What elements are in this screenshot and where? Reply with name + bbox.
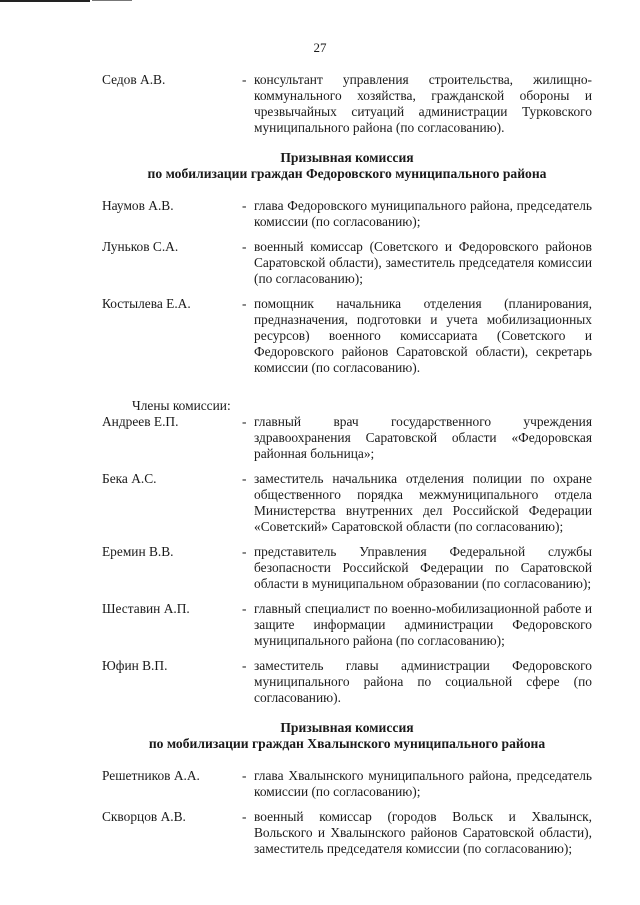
person-role: глава Хвалынского муниципального района, председатель комиссии (по согласованию);: [254, 768, 592, 799]
person-role: военный комиссар (городов Вольск и Хвалынск, Вольского и Хвалынского районов Саратовской области), заместитель председателя комиссии (по согласованию);: [254, 809, 592, 856]
scan-line: [92, 0, 132, 1]
person-role: консультант управления строительства, жилищно-коммунального хозяйства, гражданской обороны и чрезвычайных ситуаций администрации Турковского муниципального района (по согласованию).: [254, 72, 592, 135]
person-name: Наумов А.В.: [102, 198, 174, 213]
list-item: [102, 809, 592, 857]
dash: -: [242, 72, 247, 87]
dash: -: [242, 658, 247, 673]
section-heading-fedorovsky: [102, 150, 592, 182]
person-name: Андреев Е.П.: [102, 414, 179, 429]
list-item: [102, 239, 592, 287]
heading-line: по мобилизации граждан Хвалынского муниципального района: [148, 736, 546, 751]
dash: -: [242, 601, 247, 616]
heading-line: по мобилизации граждан Федоровского муниципального района: [147, 166, 547, 181]
list-item: [102, 601, 592, 649]
dash: -: [242, 296, 247, 311]
dash: -: [242, 239, 247, 254]
person-name: Седов А.В.: [102, 72, 166, 87]
person-role: заместитель начальника отделения полиции по охране общественного порядка межмуниципального отдела Министерства внутренних дел Российской Федерации «Советский» Саратовской области (по согласованию);: [254, 471, 592, 534]
scan-edge-mark: [0, 0, 140, 3]
person-name: Шеставин А.П.: [102, 601, 190, 616]
person-name: Еремин В.В.: [102, 544, 174, 559]
person-name: Костылева Е.А.: [102, 296, 191, 311]
scan-line: [0, 0, 90, 2]
person-role: главный специалист по военно-мобилизационной работе и защите информации администрации Федоровского муниципального района (по согласованию);: [254, 601, 592, 648]
person-name: Бека А.С.: [102, 471, 157, 486]
list-item: [102, 414, 592, 462]
person-name: Скворцов А.В.: [102, 809, 186, 824]
heading-line: Призывная комиссия: [280, 720, 414, 735]
document-body: [102, 72, 592, 866]
person-role: заместитель главы администрации Федоровского муниципального района по социальной сфере (по согласованию).: [254, 658, 592, 705]
person-name: Юфин В.П.: [102, 658, 168, 673]
dash: -: [242, 471, 247, 486]
dash: -: [242, 809, 247, 824]
person-role: глава Федоровского муниципального района, председатель комиссии (по согласованию);: [254, 198, 592, 229]
person-name: Решетников А.А.: [102, 768, 200, 783]
person-role: представитель Управления Федеральной службы безопасности Российской Федерации по Саратовской области в муниципальном образовании (по согласованию);: [254, 544, 592, 591]
heading-line: Призывная комиссия: [280, 150, 414, 165]
dash: -: [242, 768, 247, 783]
list-item: [102, 544, 592, 592]
person-role: военный комиссар (Советского и Федоровского районов Саратовской области), заместитель председателя комиссии (по согласованию);: [254, 239, 592, 286]
person-role: главный врач государственного учреждения здравоохранения Саратовской области «Федоровская районная больница»;: [254, 414, 592, 461]
dash: -: [242, 414, 247, 429]
dash: -: [242, 198, 247, 213]
person-name: Луньков С.А.: [102, 239, 179, 254]
page-number: 27: [313, 40, 327, 55]
person-role: помощник начальника отделения (планирования, предназначения, подготовки и учета мобилизационных ресурсов) военного комиссариата (Советского и Федоровского районов Саратовской области), секретарь комиссии (по согласованию).: [254, 296, 592, 375]
list-item: [102, 658, 592, 706]
list-item: [102, 768, 592, 800]
list-item: [102, 198, 592, 230]
list-item: [102, 72, 592, 136]
members-label: Члены комиссии:: [132, 398, 231, 413]
list-item: [102, 296, 592, 376]
section-heading-khvalynsky: [102, 720, 592, 752]
list-item: [102, 471, 592, 535]
dash: -: [242, 544, 247, 559]
